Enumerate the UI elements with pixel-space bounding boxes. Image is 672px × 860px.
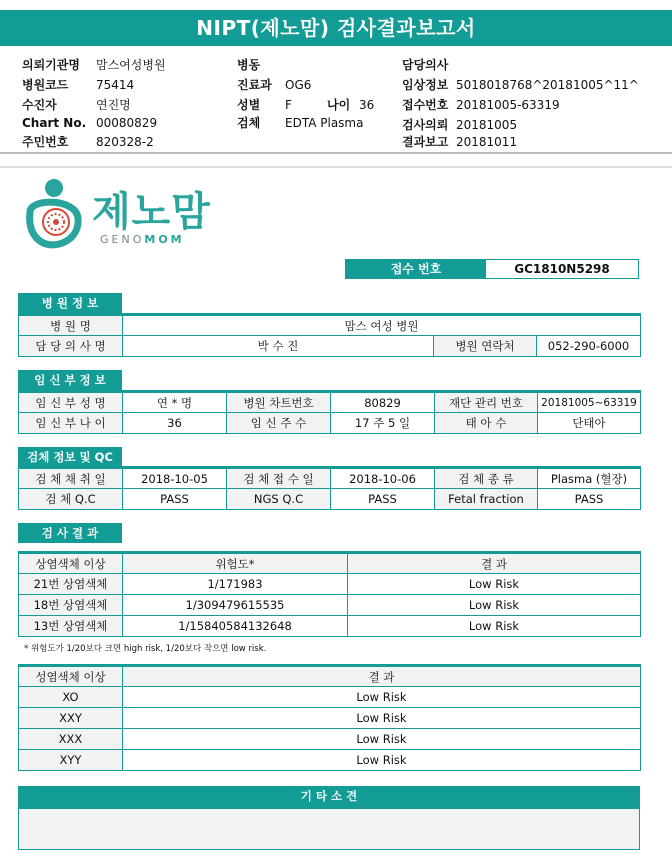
hospital-chart-value: 80829: [331, 392, 435, 413]
specimen-info-table: [18, 466, 641, 510]
chromosome-name: 13번 상염색체: [19, 616, 123, 637]
contact-label: 병원 연락처: [434, 336, 537, 357]
table-header-row: [19, 553, 641, 574]
specimen-row: 검체 EDTA Plasma: [237, 116, 364, 130]
fetal-fraction-value: PASS: [538, 489, 641, 510]
institution-row: 의뢰기관명 맘스여성병원: [22, 58, 166, 72]
receipt-number: [345, 259, 639, 279]
table-header-row: [19, 666, 641, 687]
table-row: [19, 616, 641, 637]
divider-top: [0, 152, 672, 154]
table-row: [19, 574, 641, 595]
hospital-chart-label: 병원 차트번호: [227, 392, 331, 413]
risk-value: 1/309479615535: [123, 595, 348, 616]
pregnant-name-label: 임 신 부 성 명: [19, 392, 123, 413]
weeks-value: 17 주 5 일: [331, 413, 435, 434]
hospital-code-row: 병원코드 75414: [22, 78, 135, 92]
specimen-type-label: 검 체 종 류: [435, 468, 538, 489]
sex-chromosome-name: XYY: [19, 750, 123, 771]
sex-result-value: Low Risk: [123, 708, 641, 729]
result-value: Low Risk: [348, 595, 641, 616]
autosome-header: 상염색체 이상: [19, 553, 123, 574]
weeks-label: 임 신 주 수: [227, 413, 331, 434]
table-row: [19, 729, 641, 750]
table-row: [19, 750, 641, 771]
autosome-results-table: [18, 551, 641, 637]
qc-value: PASS: [123, 489, 227, 510]
collection-value: 2018-10-05: [123, 468, 227, 489]
risk-footnote: * 위험도가 1/20보다 크면 high risk, 1/20보다 작으면 low risk.: [24, 644, 267, 654]
section-results: 검 사 결 과: [18, 523, 122, 543]
qc-label: 검 체 Q.C: [19, 489, 123, 510]
chart-row: Chart No. 00080829: [22, 116, 158, 130]
hospital-name-value: 맘스 여성 병원: [123, 315, 641, 336]
pregnant-name-value: 연 * 명: [123, 392, 227, 413]
table-row: [19, 392, 641, 413]
doctor-label: 담 당 의 사 명: [19, 336, 123, 357]
risk-header: 위험도*: [123, 553, 348, 574]
section-specimen-info: 검체 정보 및 QC: [18, 447, 122, 467]
chromosome-name: 21번 상염색체: [19, 574, 123, 595]
foundation-number-label: 재단 관리 번호: [435, 392, 538, 413]
sex-result-value: Low Risk: [123, 729, 641, 750]
divider-bottom: [0, 166, 672, 168]
sex-chromosome-table: [18, 664, 641, 771]
receipt-value: GC1810N5298: [514, 262, 610, 276]
recipient-row: 수진자 연진명: [22, 98, 131, 112]
pregnant-age-value: 36: [123, 413, 227, 434]
pregnant-info-table: [18, 390, 641, 434]
sex-result-value: Low Risk: [123, 687, 641, 708]
table-row: [19, 708, 641, 729]
clinical-row: 임상정보 5018018768^20181005^11^: [402, 78, 639, 92]
contact-value: 052-290-6000: [537, 336, 641, 357]
foundation-number-value: 20181005~63319: [538, 392, 641, 413]
table-row: [19, 336, 641, 357]
hospital-name-label: 병 원 명: [19, 315, 123, 336]
fetus-value: 단태아: [538, 413, 641, 434]
sex-result-value: Low Risk: [123, 750, 641, 771]
section-pregnant-info: 임 신 부 정 보: [18, 370, 122, 390]
sex-row: 성별 F 나이 36: [237, 98, 375, 112]
specimen-type-value: Plasma (혈장): [538, 468, 641, 489]
result-header: 결 과: [348, 553, 641, 574]
sex-chromosome-name: XXX: [19, 729, 123, 750]
receipt-label: 접수 번호: [346, 260, 486, 278]
reception-row: 접수번호 20181005-63319: [402, 98, 560, 112]
ngs-qc-value: PASS: [331, 489, 435, 510]
genomom-logo-icon: [20, 178, 88, 250]
collection-label: 검 체 채 취 일: [19, 468, 123, 489]
table-row: [19, 468, 641, 489]
risk-value: 1/15840584132648: [123, 616, 348, 637]
request-row: 검사의뢰 20181005: [402, 118, 518, 132]
logo-wordmark: 제노맘: [92, 189, 211, 235]
section-other-comments: 기 타 소 견: [18, 786, 640, 806]
doctor-value: 박 수 진: [123, 336, 434, 357]
table-row: [19, 315, 641, 336]
table-row: [19, 489, 641, 510]
table-row: [19, 687, 641, 708]
other-comments-body: [18, 806, 640, 850]
dept-row: 진료과 OG6: [237, 78, 312, 92]
sex-chromosome-name: XXY: [19, 708, 123, 729]
table-row: [19, 413, 641, 434]
receive-label: 검 체 접 수 일: [227, 468, 331, 489]
pregnant-age-label: 임 신 부 나 이: [19, 413, 123, 434]
logo-subtitle: GENOMOM: [100, 233, 185, 246]
sex-result-header: 결 과: [123, 666, 641, 687]
ngs-qc-label: NGS Q.C: [227, 489, 331, 510]
rrn-row: 주민번호 820328-2: [22, 135, 154, 149]
report-title: NIPT(제노맘) 검사결과보고서: [0, 10, 672, 46]
risk-value: 1/171983: [123, 574, 348, 595]
ward-row: 병동: [237, 58, 261, 72]
fetus-label: 태 아 수: [435, 413, 538, 434]
result-value: Low Risk: [348, 616, 641, 637]
result-value: Low Risk: [348, 574, 641, 595]
hospital-info-table: [18, 313, 641, 357]
section-hospital-info: 병 원 정 보: [18, 293, 122, 313]
table-row: [19, 595, 641, 616]
receive-value: 2018-10-06: [331, 468, 435, 489]
sex-chromosome-name: XO: [19, 687, 123, 708]
sex-chromosome-header: 성염색체 이상: [19, 666, 123, 687]
fetal-fraction-label: Fetal fraction: [435, 489, 538, 510]
chromosome-name: 18번 상염색체: [19, 595, 123, 616]
report-row: 결과보고 20181011: [402, 135, 518, 149]
doctor-row: 담당의사: [402, 58, 449, 72]
